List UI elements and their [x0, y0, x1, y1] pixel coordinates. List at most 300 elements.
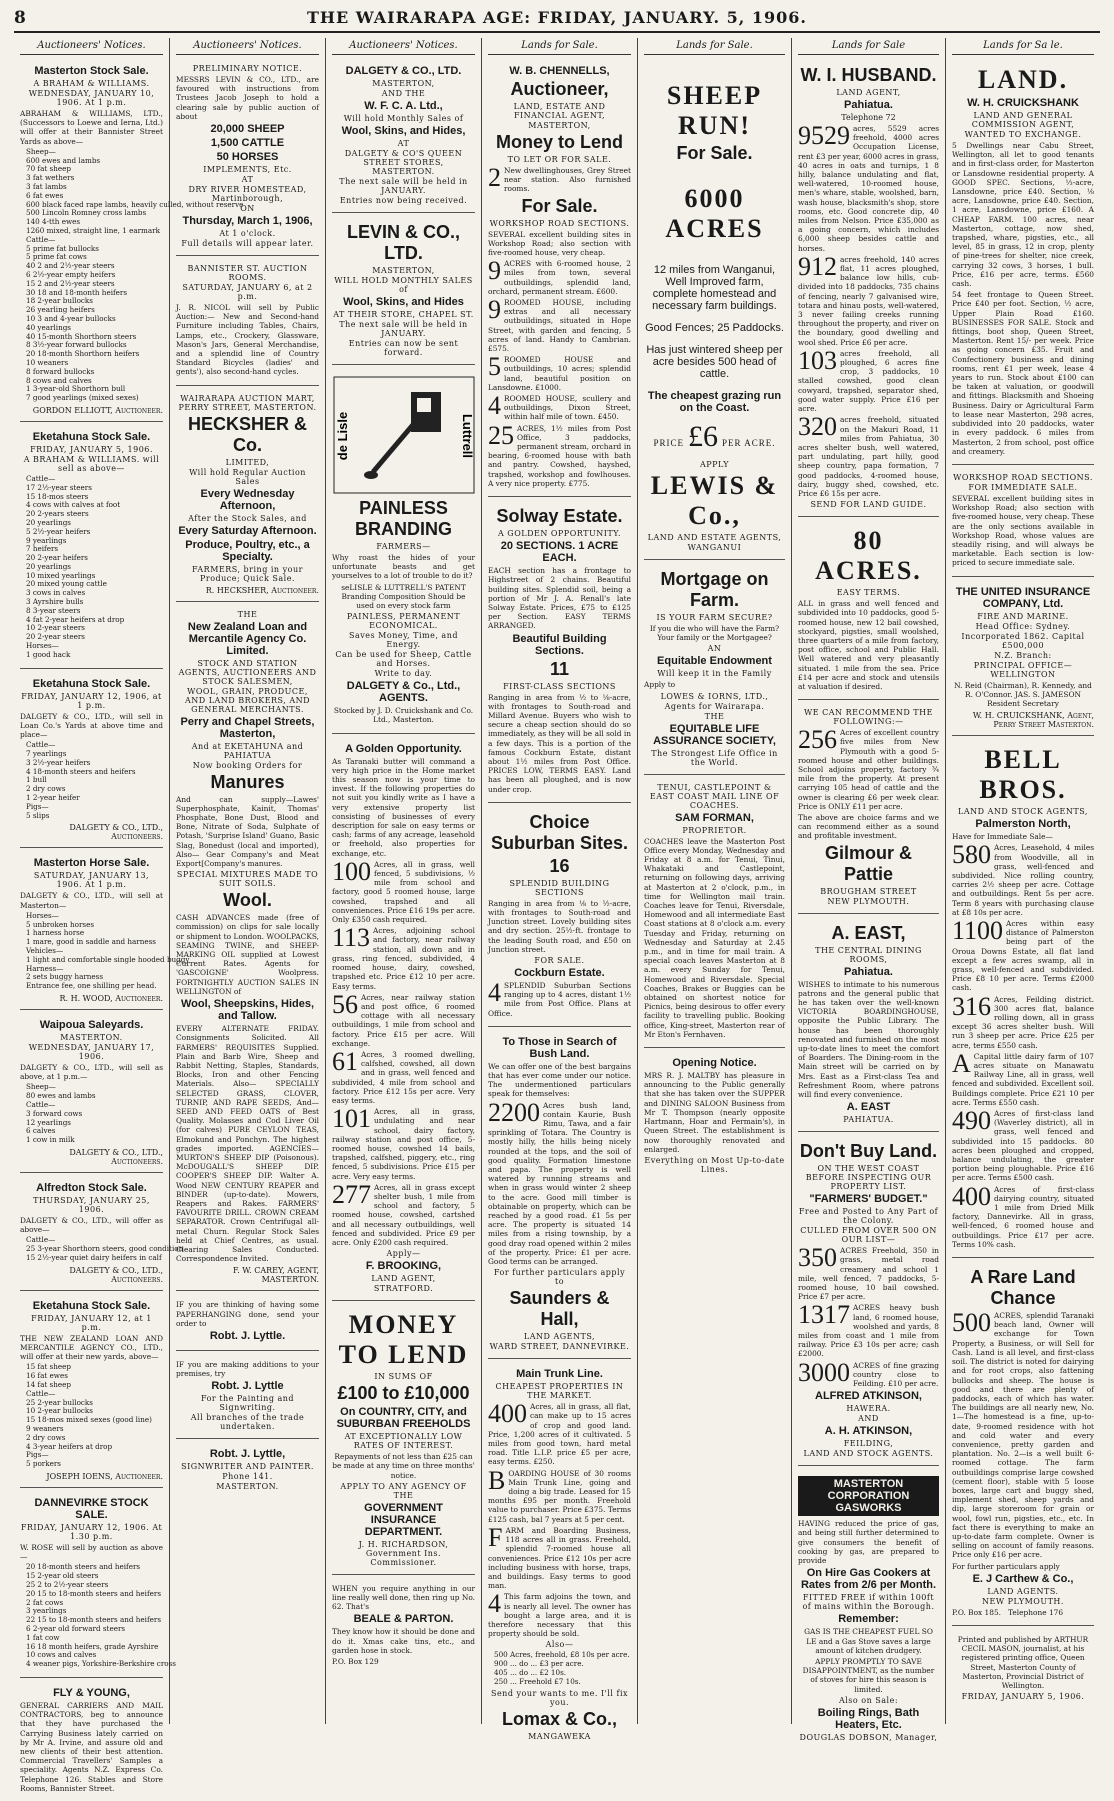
ad-body: Ranging in area from ⅛ to ½-acre, with frontages to South-road and Junction street. Lovely building sites and dry section. 25½-ft. frontage to the leading South road, and £50 on Junction street.	[488, 898, 631, 954]
column-lands-1	[482, 38, 638, 1741]
lyttle-signwriter-ad	[176, 1442, 319, 1498]
property-acres: 113	[332, 923, 371, 953]
property-number: 400	[488, 1399, 527, 1429]
ad-subline: Will hold Monthly Sales of	[343, 114, 464, 123]
ad-company-name: BELL BROS.	[979, 745, 1067, 805]
ad-town: MASTERTON,	[528, 121, 591, 130]
ad-preamble: WAIRARAPA AUCTION MART, PERRY STREET, MASTERTON.	[178, 393, 317, 412]
masthead-rule	[14, 31, 1100, 33]
masthead	[14, 8, 1100, 30]
lot-item: 10 2-year bullocks	[26, 1406, 93, 1416]
property-acres: 277	[332, 1179, 371, 1209]
lot-item: 1 mare, good in saddle and harness	[26, 937, 156, 947]
ad-subline: SPLENDID BUILDING SECTIONS	[509, 878, 610, 897]
lot-item: Vehicles—	[26, 946, 64, 956]
property-text: ACRES with 6-roomed house, 2 miles from town, several outbuildings, splendid land, orchard, permanent stream. £600.	[488, 259, 631, 296]
ad-subline: IMPLEMENTS, Etc.	[203, 165, 292, 175]
notice-preamble: MASTERTON.	[60, 1033, 123, 1043]
ad-signature: R. HECKSHER, Auctioneer.	[205, 585, 319, 595]
lot-item: 10 2-year steers	[26, 623, 85, 633]
ad-signature: F. W. CAREY, AGENT, MASTERTON.	[232, 1266, 319, 1285]
ad-subline: STOCK AND STATION AGENTS, AUCTIONEERS AND STOCK SALESMEN,	[178, 658, 317, 686]
ad-subline: WANTED TO EXCHANGE.	[964, 130, 1082, 139]
ad-headline: Produce, Poultry, etc., a Specialty.	[185, 538, 310, 563]
ad-company-name: Gilmour & Pattie	[824, 842, 912, 884]
property-text: Capital little dairy farm of 107 acres situate on Manawatu Railway Line, all in grass, well fenced and subdivided. Excellent soil. Buildings complete. Price £21 10 per acre. Terms £550 cash.	[952, 1051, 1094, 1107]
ad-subline: Apply—	[386, 1249, 421, 1259]
lot-item: 140 4-tth ewes	[26, 217, 81, 227]
ad-headline: Main Trunk Line.	[516, 1368, 603, 1381]
ad-body: The above are choice farms and we can recommend either as a sound and profitable investment.	[798, 812, 939, 841]
ad-company-name: EQUITABLE LIFE ASSURANCE SOCIETY,	[653, 722, 776, 747]
gilmour-pattie-ad	[798, 703, 939, 913]
lot-item: 7 heifers	[26, 544, 59, 554]
column-auctioneers-3	[326, 38, 482, 1724]
property-list	[488, 1399, 631, 1639]
hecksher-ad	[176, 389, 319, 602]
lot-item: 3 fat wethers	[26, 173, 75, 183]
lot-item: 1 light and comfortable single hooded buggy	[26, 954, 190, 964]
stock-sale-notice	[20, 1491, 176, 1678]
ad-subline: SEND FOR LAND GUIDE.	[810, 500, 927, 510]
ad-town: HAWERA.	[846, 1404, 891, 1414]
beale-parton-ad	[332, 1578, 475, 1674]
lot-item: Cattle—	[26, 234, 56, 244]
property-listing	[332, 923, 475, 991]
ad-headline: Manures	[210, 771, 285, 792]
property-listing	[332, 856, 475, 925]
column-heading: Lands for Sale.	[644, 38, 785, 55]
ad-box: P.O. Box 185.	[952, 1607, 1002, 1617]
ad-subline: Send your wants to me. I'll fix you.	[490, 1688, 629, 1707]
ad-headline: Robt. J. Lyttle.	[209, 1329, 286, 1342]
ad-preamble: PRELIMINARY NOTICE.	[192, 64, 303, 73]
property-text: Acres, all in grass, undulating and near school, dairy factory, railway station and post office, 5-roomed house, cowshed 14 bails, trapshed, calfshed, piggery, etc., ring fenced, 5 subdivisions. Price £15 per acre. Very easy terms.	[332, 1107, 475, 1181]
ad-box: P.O. Box 129	[332, 1657, 379, 1667]
property-listing	[332, 989, 475, 1048]
sheep-run-ad	[644, 59, 785, 560]
property-number: 9	[488, 295, 501, 325]
ad-company-name: HECKSHER & Co.	[187, 413, 307, 455]
ad-subline: AND THE	[381, 89, 426, 98]
lot-item: 1 harness horse	[26, 928, 85, 938]
ad-headline: Wool.	[223, 890, 272, 911]
ad-headline: Robt. J. Lyttle,	[209, 1448, 286, 1461]
ad-subline: MASTERTON,	[372, 266, 435, 275]
property-text: ACRES, splendid Taranaki beach land, Owner will exchange for Town Property, a Business, or will Sell for Cash. Land is all level, and first-class soil. The district is noted for dairying and for root crops, also fattening bullocks and sheep. The house is good and there are plenty of paddocks, each of which has water. The buildings are all nearly new, No. 1—The homestead is a fine, up-to-date, 9-roomed residence with hot and cold water and every convenience, pretty garden and plantation. No. 2—is a well built 6-roomed cottage. The farm outbuildings comprise large cowshed (cement floor), stable with 5 loose boxes, large cart and buggy shed, implement shed, sheep yards and dip, large storeroom for grain or wool, fowl run, pigsties, etc., etc. In fact there is everything to make an up-to-date farm complete. Owner is selling on account of family reasons. Price only £16 per acre.	[952, 1311, 1094, 1560]
notice-title: FLY & YOUNG,	[53, 1686, 130, 1699]
ad-headline: Wool, Sheepskins, Hides, and Tallow.	[180, 998, 315, 1023]
ad-body: 12 miles from Wanganui, Well Improved farm, complete homestead and necessary farm buildings.	[652, 264, 777, 312]
lot-item: Cattle—	[26, 1100, 56, 1110]
lot-item: Cattle—	[26, 740, 56, 750]
newspaper-title: THE WAIRARAPA AGE: FRIDAY, JANUARY. 5, 1906.	[307, 8, 807, 27]
property-acres: 61	[332, 1046, 358, 1076]
ad-body: Good Fences; 25 Paddocks.	[645, 322, 784, 334]
ad-body: seLISLE & LUTTRELL'S PATENT Branding Composition Should be used on every stock farm	[341, 582, 466, 611]
ad-place: DRY RIVER HOMESTEAD, Martinborough,	[188, 185, 307, 204]
ad-subline: Will hold Regular Auction Sales	[189, 467, 306, 486]
property-listing	[332, 1179, 475, 1247]
lot-item: 16 18 month heifers, grade Ayrshire	[26, 1641, 159, 1651]
lot-item: 14 fat sheep	[26, 1380, 71, 1389]
property-listing	[488, 1399, 631, 1467]
lot-item: 12 yearlings	[26, 1117, 71, 1127]
lot-item: 40 15-month Shorthorn steers	[26, 331, 137, 341]
stock-sale-list	[20, 59, 244, 1801]
ad-headline: Cockburn Estate.	[514, 966, 605, 979]
section-count: 16	[549, 855, 570, 876]
property-listing	[952, 1106, 1094, 1183]
stock-sale-notice	[20, 1294, 163, 1488]
ad-amount-range: £100 to £10,000	[337, 1383, 470, 1404]
lot-item: Pigs—	[26, 801, 49, 811]
notice-signature: JOSEPH IOENS, Auctioneer.	[46, 1471, 163, 1481]
coaches-ad	[644, 778, 785, 1048]
ad-subline: After the Stock Sales, and	[188, 513, 307, 523]
lot-item: 1 good hack	[26, 649, 71, 659]
price-unit: PER ACRE.	[722, 438, 776, 448]
stock-sale-notice	[20, 1176, 184, 1291]
brand-right-label: Luttrell	[459, 413, 475, 459]
ad-subline: Also on Sale:	[838, 1695, 899, 1705]
lyttle-paperhanging-ad	[176, 1294, 319, 1351]
ad-headline: MONEY TO LEND	[338, 1310, 469, 1370]
property-listing	[952, 1048, 1094, 1107]
property-acres: 56	[332, 989, 358, 1019]
notice-preamble: SATURDAY, JANUARY 13, 1906. At 1 p.m.	[33, 871, 150, 890]
ad-subline: The next sale will be held in JANUARY.	[339, 320, 468, 338]
ad-subline: Agents for Wairarapa.	[664, 701, 765, 711]
lot-item: 4 3-year heifers at drop	[26, 1441, 113, 1451]
property-number: 1100	[952, 915, 1004, 945]
notice-preamble: FRIDAY, JANUARY 5, 1906.	[30, 444, 153, 454]
ad-headline: 1,500 CATTLE	[210, 137, 285, 150]
column-heading: Lands for Sale	[798, 38, 939, 55]
ad-subline: LAND AGENTS.	[987, 1586, 1059, 1596]
ad-company-name: W. I. HUSBAND.	[800, 65, 937, 85]
ad-headline: Wool, Skins, and Hides	[343, 296, 464, 308]
lot-item: 40 2 and 2½-year steers	[26, 261, 115, 271]
lot-item: 7 good yearlings (mixed sexes)	[26, 393, 139, 403]
property-listing	[332, 1046, 475, 1105]
property-list	[332, 856, 475, 1247]
ad-subline: LAND AND ESTATE AGENTS,	[647, 533, 782, 542]
notice-title: Eketahuna Stock Sale.	[32, 430, 151, 443]
ad-subline: MASTERTON,	[372, 79, 435, 88]
ad-subline: Now booking Orders for	[192, 760, 303, 770]
ad-footnote: Full details will appear later.	[181, 239, 314, 249]
ad-headline: W. F. C. A. Ltd.,	[364, 100, 443, 112]
property-listing	[952, 1181, 1094, 1249]
dont-buy-land-ad	[798, 1135, 939, 1466]
ad-title: WORKSHOP ROAD SECTIONS.	[953, 472, 1093, 482]
ad-subline: THE	[704, 711, 725, 721]
notice-signature: R. H. WOOD, Auctioneer.	[59, 994, 163, 1004]
ad-body: HAVING reduced the price of gas, and being still further determined to give consumers the benefit of cooking by gas, are prepared to provide	[798, 1519, 939, 1566]
ad-body: CASH ADVANCES made (free of commission) on clips for sale locally or shipment to London. WOOLPACKS, SEAMING TWINE, and SHEEP-MARKING OIL supplied at Lowest Current Rates. Agents for 'GASCOIGNE' Woolpress. FORTNIGHTLY AUCTION SALES IN WELLINGTON of	[176, 913, 319, 996]
lot-item: 20 15 to 18-month steers and heifers	[26, 1588, 162, 1598]
ad-phone: Telephone 176	[1008, 1607, 1064, 1617]
lot-item: 40 yearlings	[26, 322, 71, 332]
property-listing	[488, 295, 631, 354]
ad-body: And can supply—Lawes' Superphosphate, Kainit, Thomas' Phosphate, Bone Dust, Blood and Bone, Nitrate of Soda, Sulphate of Potash, 'Surprise Island' Guano, Basic Slag, Bonedust (local and imported), Also— Gear Company's and Meat Export[Company's manures.	[176, 794, 319, 869]
ad-headline: MASTERTON CORPORATION GASWORKS	[798, 1476, 939, 1516]
golden-opportunity-ad	[332, 737, 475, 1302]
ad-headline: On Hire Gas Cookers at Rates from 2/6 per Month.	[800, 1567, 937, 1592]
lot-item: 6 2-year old forward steers	[26, 1623, 126, 1633]
ad-signature: J. H. RICHARDSON, Government Ins. Commissioner.	[358, 1539, 449, 1567]
property-text: New dwellinghouses, Grey Street near station. Also furnished rooms.	[504, 166, 631, 194]
a-east-ad	[798, 917, 939, 1133]
lot-item: 6 fat ewes	[26, 190, 64, 200]
ad-town: PAHIATUA.	[843, 1115, 894, 1125]
ad-headline: Robt. J. Lyttle	[211, 1380, 284, 1393]
lot-item: 20 yearlings	[26, 561, 71, 571]
property-number: 5	[488, 352, 501, 382]
notice-preamble: FRIDAY, JANUARY 12, 1906, at 1 p.m.	[21, 691, 162, 710]
ad-signature: DOUGLAS DOBSON, Manager,	[799, 1732, 938, 1742]
lot-item: 9 weaners	[26, 1423, 64, 1433]
property-listing	[332, 1104, 475, 1181]
ad-subline: LAND AGENTS,	[523, 1332, 596, 1342]
chennells-ad	[488, 59, 631, 497]
property-number: 320	[798, 412, 837, 442]
ad-body: For further particulars apply	[952, 1561, 1060, 1571]
property-listing	[798, 251, 939, 347]
lot-item: 7 yearlings	[26, 749, 67, 759]
ad-body: SEVERAL excellent building sites in Workshop Road; also section with five-roomed house, very cheap.	[488, 229, 631, 258]
lot-item: 4 18-month steers and heifers	[26, 766, 136, 776]
property-number: 2200	[488, 1097, 540, 1127]
lot-item: 25 2-year bullocks	[26, 1397, 93, 1407]
mortgage-ad	[644, 563, 785, 775]
property-text: SPLENDID Suburban Sections ranging up to 4 acres, distant 1½ mile from Post Office. Plans at Office.	[488, 980, 631, 1018]
property-number: 103	[798, 345, 837, 375]
ad-time: At 1 o'clock.	[219, 229, 276, 239]
ad-headline: Beautiful Building Sections.	[512, 632, 607, 657]
property-listing	[798, 1243, 939, 1302]
notice-signature: DALGETY & CO., LTD., Auctioneers.	[69, 1265, 163, 1284]
property-listing	[952, 840, 1094, 917]
property-text: acres, 5529 acres freehold, 4000 acres Occupation License, rent £3 per year, 6000 acres in grass, 40 acres in oats and turnips, 1 8 hilly, balance undulating and flat, well-watered, 10-roomed house, men's whare, stable, woolshed, barn, wash house, blacksmith's shop, store rooms, etc. Good concrete dip, 40 miles from Nelson. Price £35,000 as a going concern, which includes 6,000 sheep besides cattle and horses.	[798, 124, 939, 253]
ad-body: If you die who will have the Farm? Your family or the Mortgagee?	[649, 624, 780, 643]
property-number: 256	[798, 725, 837, 755]
lot-item: 4 cows with calves at foot	[26, 500, 121, 510]
lot-list	[26, 1235, 184, 1262]
property-text: Acres, Leasehold, 4 miles from Woodville, all in grass, well-fenced and subdivided. Nice rolling country, carries 2½ sheep per acre. Cottage and outbuildings. Rent 5s per acre. Term 8 years with purchasing clause at £8 10s per acre.	[952, 843, 1094, 917]
ad-town: MASTERTON.	[216, 1482, 279, 1492]
ad-subline: ON THE WEST COAST BEFORE INSPECTING OUR PROPERTY LIST.	[805, 1164, 932, 1192]
lot-list	[26, 910, 190, 991]
ad-headline: Mortgage on Farm.	[660, 569, 769, 610]
workshop-road-ad	[952, 468, 1094, 577]
ad-headline: For Sale.	[521, 195, 598, 216]
lot-item: 3 forward cows	[26, 1108, 83, 1118]
lot-item: 17 2½-year steers	[26, 482, 92, 492]
ad-subline: All branches of the trade undertaken.	[190, 1413, 305, 1432]
ad-title: BANNISTER ST. AUCTION ROOMS.	[187, 264, 308, 283]
ad-subline: ON	[240, 204, 255, 214]
ad-date: Thursday, March 1, 1906,	[182, 215, 313, 228]
property-number: 1317	[798, 1300, 850, 1330]
lot-item: 70 fat sheep	[26, 164, 71, 174]
ad-body: WISHES to intimate to his numerous patrons and the general public that he has taken over the well-known VICTORIA BOARDINGHOUSE, opposite the Public Library. The house has been thoroughly renovated and furnished on the most up-to-date lines to meet the comfort of Boarders. The Dining-room in the Main street will be carried on by Mrs. East as a First-class Tea and Refreshment Room, where patrons will find every convenience.	[798, 979, 939, 1100]
lot-item: 600 ewes and lambs	[26, 155, 101, 165]
property-number: A	[952, 1048, 971, 1078]
price-value: £6	[688, 420, 718, 453]
lot-item: 3 Ayrshire bulls	[26, 597, 84, 607]
ad-body: N. Reid (Chairman), R. Kennedy, and R. O'Connor. JAS. S. JAMESON Resident Secretary	[954, 680, 1092, 708]
lot-item: 8 3-year steers	[26, 605, 81, 615]
lot-item: 2 fat cows	[26, 1597, 64, 1607]
ad-headline: On COUNTRY, CITY, and SUBURBAN FREEHOLDS	[336, 1406, 471, 1431]
lot-item: 5 unbroken horses	[26, 919, 95, 929]
branding-iron-illustration	[333, 376, 475, 494]
ad-subline: WILL HOLD MONTHLY SALES of	[334, 276, 473, 294]
branding-ad	[332, 368, 475, 734]
ad-subline: Free and Posted to Any Part of the Colony.	[798, 1207, 939, 1226]
lot-item: 20 2-year steers	[26, 632, 85, 642]
ad-body: EACH section has a frontage to Highstreet of 2 chains. Beautiful building sites. Splendid soil, being a portion of Mr J. A. Renall's late Solway Estate. Prices, £75 to £125 per Section. EASY TERMS ARRANGED.	[488, 566, 631, 631]
property-text: Acres, 3 roomed dwelling, calfshed, cowshed, all down and in grass, well fenced and subdivided, 4 mile from school and factory. Price £12 15s per acre. Very easy terms.	[332, 1049, 475, 1105]
ad-town: Palmerston North,	[975, 818, 1071, 831]
lot-item: 8 cows and calves	[26, 375, 92, 385]
property-text: Acres, all in grass, well fenced, 5 subdivisions, ½ mile from school and factory, good 5 roomed house, large cowshed, trapshed and all conveniences. Price £16 19s per acre. Only £350 cash required.	[332, 859, 475, 925]
ad-subline: Also—	[545, 1640, 574, 1650]
lot-item: 5 slips	[26, 810, 50, 820]
ad-body: IF you are thinking of having some PAPERHANGING done, send your order to	[176, 1300, 319, 1328]
acre-line: 405 ... do ... £2 10s.	[494, 1667, 567, 1677]
property-text: ROOMED HOUSE and outbuildings, 10 acres; splendid land, beautiful position on Lansdowne. £1000.	[488, 355, 631, 392]
ad-town: WANGANUI	[687, 543, 742, 552]
ad-body: MESSRS LEVIN & CO., LTD., are favoured with instructions from Trustees Jacob Joseph to hold a clearing sale by public auction of about	[176, 75, 319, 121]
nz-loan-ad	[176, 605, 319, 1292]
ad-town: MANGAWEKA	[528, 1731, 591, 1741]
ad-subline: AT	[397, 139, 410, 148]
lot-list	[26, 475, 163, 660]
ad-headline: GOVERNMENT INSURANCE DEPARTMENT.	[364, 1501, 443, 1538]
solway-estate-ad	[488, 500, 631, 803]
lot-item: 1 2-year heifer	[26, 793, 80, 803]
ad-body: IF you are making additions to your premises, try	[176, 1359, 319, 1379]
ad-body: APPLY PROMPTLY TO SAVE DISAPPOINTMENT, as the number of stoves for hire this season is limited.	[802, 1656, 935, 1694]
notice-preamble: THURSDAY, JANUARY 25, 1906.	[33, 1196, 150, 1214]
ad-agent-name: F. BROOKING,	[365, 1260, 442, 1273]
ad-company-name: E. J Carthew & Co.,	[972, 1572, 1074, 1585]
ad-subline: For further particulars apply to	[493, 1268, 626, 1287]
ad-headline: Choice Suburban Sites.	[490, 811, 629, 853]
property-text: Acres, adjoining school and factory, near railway station, all down and in grass, ring fenced, subdivided, 4 roomed house, dairy, cowshed, trapshed etc. Price £12 10 per acre. Easy terms.	[332, 926, 475, 991]
ad-headline: Auctioneer,	[510, 79, 609, 99]
property-number: 350	[798, 1243, 837, 1273]
notice-date: WEDNESDAY, JANUARY 10, 1906. At 1 p.m.	[28, 89, 155, 107]
lot-item: 10 weaners	[26, 357, 69, 367]
imprint-date: FRIDAY, JANUARY 5, 1906.	[961, 1692, 1085, 1702]
ad-subline: WOOL, GRAIN, PRODUCE, AND LAND BROKERS, AND GENERAL MERCHANTS.	[184, 686, 311, 714]
lot-list	[26, 1562, 176, 1669]
ad-headline: To Those in Search of Bush Land.	[502, 1035, 617, 1060]
lot-item: 8 3½-year forward bullocks	[26, 340, 127, 350]
ad-town: STRATFORD.	[373, 1284, 434, 1294]
lot-item: 5 prime fat bullocks	[26, 243, 99, 253]
ad-subline: THE	[237, 609, 258, 619]
ad-agent-name: A. H. ATKINSON,	[824, 1425, 913, 1438]
property-listing	[798, 1357, 939, 1389]
property-number: 4	[488, 1589, 501, 1619]
ad-headline: SHEEP RUN!	[666, 81, 763, 140]
lot-item: 2 dry cows	[26, 1432, 66, 1442]
lot-item: 18 2-year bullocks	[26, 296, 93, 306]
ad-town: NEW PLYMOUTH.	[982, 1596, 1064, 1606]
lot-item: 20 2-years steers	[26, 509, 89, 519]
ad-company-name: LEWIS & Co.,	[650, 471, 779, 530]
notice-title: Alfredton Stock Sale.	[36, 1182, 147, 1194]
ad-subline: And at EKETAHUNA and PAHIATUA	[191, 741, 304, 760]
ad-subline: PRINCIPAL OFFICE—WELLINGTON	[973, 660, 1073, 679]
ad-company-name: BEALE & PARTON.	[353, 1613, 454, 1626]
column-heading: Auctioneers' Notices.	[332, 38, 475, 55]
column-heading: Auctioneers' Notices.	[20, 38, 163, 55]
levin-clearing-sale-ad	[176, 59, 319, 256]
brand-left-label: de Lisle	[334, 411, 350, 461]
notice-signature: GORDON ELLIOTT, Auctioneer.	[32, 405, 163, 415]
ad-subline: For the Painting and Signwriting.	[200, 1394, 295, 1413]
ad-company-name: LEVIN & CO., LTD.	[346, 222, 460, 263]
property-number: 9	[488, 256, 501, 286]
property-number: 316	[952, 991, 991, 1021]
stock-sale-notice	[20, 672, 163, 849]
lot-item: 5 porkers	[26, 1459, 61, 1469]
ad-body: Has just wintered sheep per acre besides 500 head of cattle.	[646, 344, 783, 380]
lot-item: 22 15 to 18-month steers and heifers	[26, 1615, 162, 1625]
acre-line: 250 ... Freehold £7 10s.	[494, 1676, 581, 1686]
lot-item: 15 2-year old steers	[26, 1571, 99, 1581]
section-count: 11	[549, 658, 570, 679]
notice-body: DALGETY & CO., LTD., will sell at Masterton—	[20, 891, 163, 910]
ad-headline: A Rare Land Chance	[970, 1267, 1076, 1309]
ad-body: SEVERAL excellent building sites in Workshop Road; also section with five-roomed house, very cheap. These are the only sections available in Workshop Road, whose values are steadily rising, and will always be marketable. Each section is low-priced to secure immediate sale.	[952, 493, 1094, 568]
lot-item: Cattle—	[26, 1235, 56, 1245]
ad-headline: Perry and Chapel Streets, Masterton,	[180, 715, 315, 740]
levin-wool-sale-ad	[332, 216, 475, 365]
property-list	[488, 256, 631, 488]
property-text: Acres within easy distance of Palmerston being part of the Oroua Downs Estate, all flat land except a few acres swamp, all in grass, well-fenced and subdivided. Price £8 10 per acre. Terms £2000 cash.	[952, 918, 1094, 993]
ad-date: SATURDAY, JANUARY 6, at 2 p.m.	[182, 283, 313, 302]
ad-body: WHEN you require anything in our line really well done, then ring up No. 62. That's	[332, 1583, 475, 1612]
ad-subline: SIGNWRITER AND PAINTER.	[181, 1462, 314, 1472]
ad-headline: 20 SECTIONS. 1 ACRE EACH.	[500, 540, 619, 565]
ad-subline: CHEAPEST PROPERTIES IN THE MARKET.	[495, 1382, 624, 1401]
ad-headline: For Sale.	[676, 143, 753, 163]
ad-subline: IN SUMS OF	[374, 1372, 433, 1382]
lot-item: 1 fat cow	[26, 1632, 60, 1642]
ad-subline: AT	[241, 175, 254, 185]
ad-body: ALL in grass and well fenced and subdivided into 10 paddocks, good 5-roomed house, new 12 bail cowshed, stockyard, pigsties, small woolshed, three quarters of a mile from factory, post office, school and Public Hall. Well watered and very pleasantly situated. 1 mile from the sea. Price £14 per acre and stock and utensils at valuation if desired.	[798, 599, 939, 691]
lot-item: 6 2½-year empty heifers	[26, 269, 116, 279]
notice-preamble: FRIDAY, JANUARY 12, at 1 p.m.	[31, 1313, 152, 1332]
column-heading: Lands for Sale.	[488, 38, 631, 55]
lot-item: 26 yearling heifers	[26, 305, 95, 315]
property-text: Acres, Feilding district. 300 acres flat, balance rolling down, all in grass except 36 acres shelter bush. Will run 3 sheep per acre. Price £25 per acre, terms £550 cash.	[952, 994, 1094, 1050]
ad-subline: TO LET OR FOR SALE.	[507, 155, 612, 164]
ad-headline: Money to Lend	[496, 132, 623, 152]
ad-subline: FITTED FREE if within 100ft of mains within the Borough.	[802, 1593, 935, 1612]
ad-body: Apply to	[644, 680, 676, 690]
ad-subline: CULLED FROM OVER 500 ON OUR LIST—	[800, 1226, 937, 1245]
notice-signature: DALGETY & CO., LTD., Auctioneers.	[69, 1148, 163, 1166]
notice-body: DALGETY & CO., LTD., will sell in Loan Co.'s Yards at above time and place—	[20, 711, 163, 740]
